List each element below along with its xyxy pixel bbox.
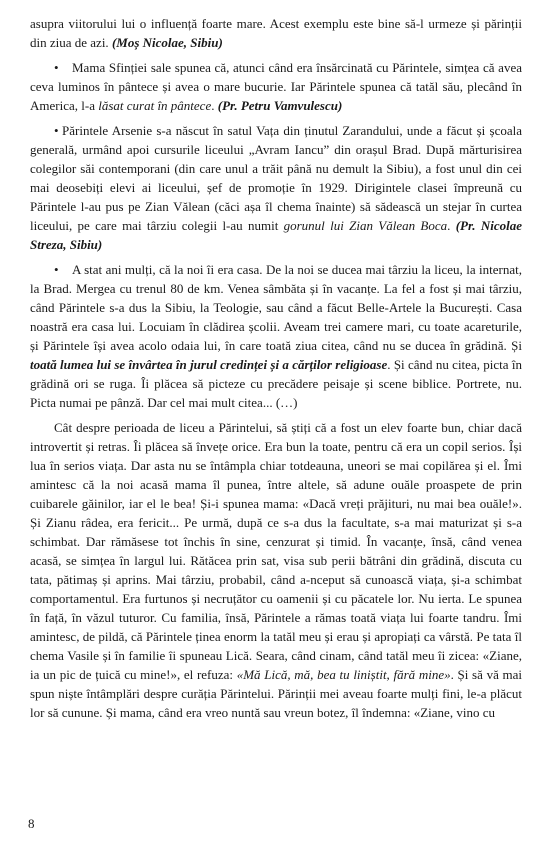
paragraph-3 xyxy=(30,121,522,254)
paragraph-2 xyxy=(30,58,522,115)
paragraph-1-source: (Moș Nicolae, Sibiu) xyxy=(111,35,223,50)
paragraph-4-emphasis: toată lumea lui se învârtea în jurul credinței și a cărților religioase xyxy=(30,357,388,372)
paragraph-5-quote: «Mă Lică, mă, bea tu liniștit, fără mine» xyxy=(236,667,451,682)
paragraph-4-after: . Și când nu citea, picta în grădină ori se ruga. Îi plăcea să picteze cu precădere peisaje și scene biblice. Portrete, nu. Picta numai pe pânză. Dar cel mai mult citea... (…) xyxy=(30,357,522,410)
bullet-2: • xyxy=(54,60,59,75)
paragraph-4 xyxy=(30,260,522,412)
paragraph-2-text: Mama Sfinției sale spunea că, atunci când era însărcinată cu Părintele, simțea că avea ceva luminos în pântece și avea o mare bucurie. Iar Părintele spunea că tatăl său, plecând în America, l-a xyxy=(30,60,522,113)
paragraph-3-text: Părintele Arsenie s-a născut în satul Vața din ținutul Zarandului, unde a făcut și școala generală, urmând apoi cursurile liceului „Avram Iancu” din orașul Brad. După mărturisirea colegilor săi contemporani (din care unul a trăit până nu demult la Sibiu), a fost unul din cei mai deosebiți elevi ai liceului, șef de promoție în 1929. Dirigintele clasei împreună cu Părintele l-au pus pe Zian Vălean (căci așa îl chema înainte) să sădească un stejar în curtea liceului, pe care mai târziu colegii l-au numit xyxy=(30,123,522,233)
paragraph-3-after: . xyxy=(447,218,456,233)
paragraph-1-text: asupra viitorului lui o influență foarte mare. Acest exemplu este bine să-l urmeze și părinții din ziua de azi. xyxy=(30,16,522,50)
bullet-3: • xyxy=(54,123,59,138)
paragraph-5-after: . Și să vă mai spun niște întâmplări despre curăția Părintelui. Părinții mei aveau foarte mulți fini, le-a plăcut lor să cunune. Și mama, când era vreo nuntă sau vreun botez, îl îndemna: «Ziane, vino cu xyxy=(30,667,523,720)
paragraph-3-source: (Pr. Nicolae Streza, Sibiu) xyxy=(30,218,523,252)
bullet-4: • xyxy=(54,262,59,277)
paragraph-1 xyxy=(30,14,522,52)
paragraph-4-text: A stat ani mulți, că la noi îi era casa. De la noi se ducea mai târziu la liceu, la internat, la Brad. Mergea cu trenul 80 de km. Venea sâmbăta și în vacanțe. La fel a fost și mai târziu, când Părintele s-a dus la Sibiu, la Teologie, sau când a făcut Belle-Artele la București. Casa noastră era casa lui. Locuiam în clădirea școlii. Aveam trei camere mari, cu toate acareturile, și Părintele își avea acolo odaia lui, în care toată ziua citea, când nu se ducea în grădină. Și xyxy=(30,262,522,353)
page-number: 8 xyxy=(28,816,35,831)
paragraph-5 xyxy=(30,418,522,722)
paragraph-2-italic: lăsat curat în pântece xyxy=(98,98,212,113)
paragraph-5-text: Cât despre perioada de liceu a Părintelui, să știți că a fost un elev foarte bun, chiar dacă introvertit și retras. Îi plăcea să învețe orice. Era bun la toate, pentru că era un copil serios. Își lua în serios viața. Dar asta nu se întâmpla chiar totdeauna, uneori se mai copilărea și el. Îmi amintesc că la noi acasă mama îl punea, între altele, să adune ouăle proaspete de prin cuibarele găinilor, iar el le bea! Și-i spunea mama: «Dacă vreți prăjituri, nu mai bea ouăle!». Și Zianu râdea, era fericit... Pe urmă, după ce s-a dus la facultate, s-a mai maturizat și s-a schimbat. Dar rămăsese tot închis în sine, cenzurat și timid. În vacanțe, însă, când venea acasă, se simțea în largul lui. Rătăcea prin sat, visa sub perii bătrâni din grădină, discuta cu tata, pătimaș și aprins. Mai târziu, probabil, când a-nceput să cunoască viața, și-a schimbat comportamentul. Era furtunos și necruțător cu oamenii și cu păcatele lor. Nu ierta. Le spunea în față, în văzul tuturor. Cu familia, însă, Părintele a rămas toată viața lui foarte tandru. Îmi amintesc, de pildă, că Părintele ținea enorm la tatăl meu și erau și apropiați ca vârstă. Pe tata îl chema Vasile și în familie îi spuneau Lică. Seara, când cinam, când tatăl meu îi zicea: «Ziane, ia un pic de țuică cu mine!», el refuza: xyxy=(30,420,522,682)
paragraph-2-after: . xyxy=(211,98,218,113)
page-body xyxy=(30,14,522,722)
paragraph-3-italic: gorunul lui Zian Vălean Boca xyxy=(283,218,448,233)
paragraph-2-source: (Pr. Petru Vamvulescu) xyxy=(217,98,343,113)
